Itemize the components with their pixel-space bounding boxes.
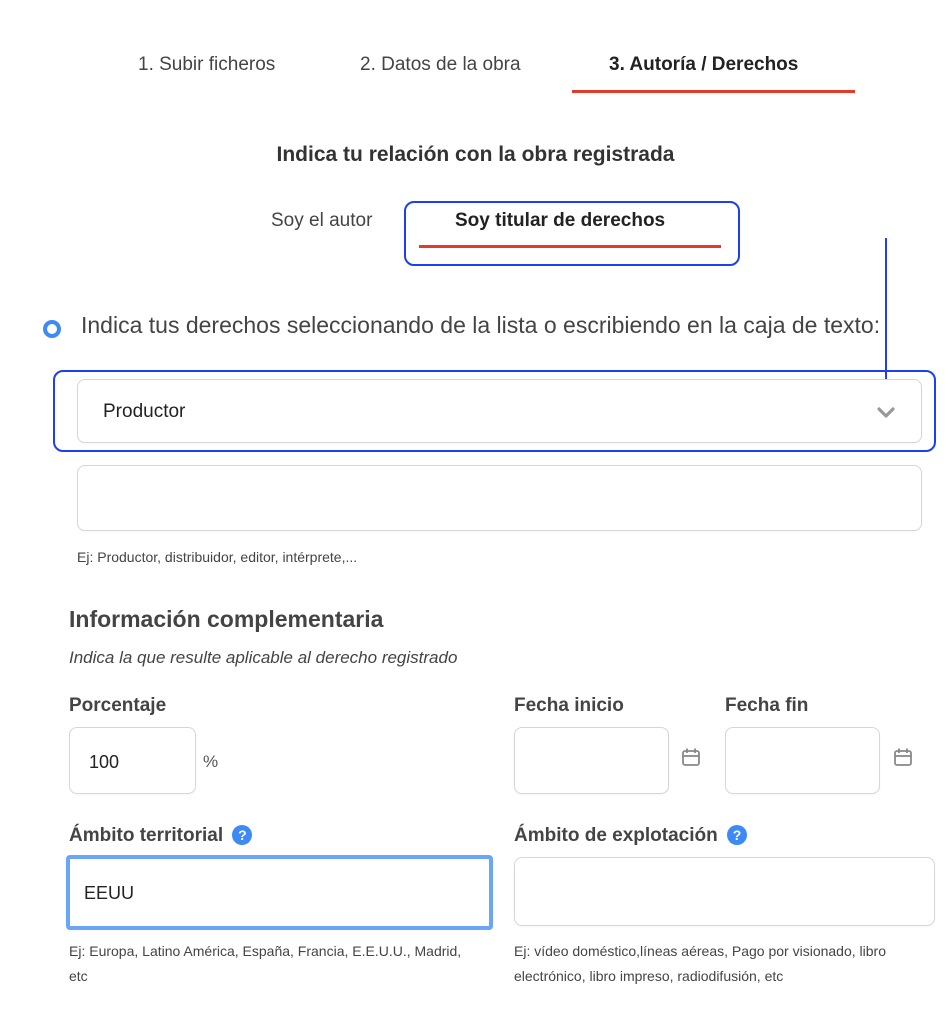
territory-hint: Ej: Europa, Latino América, España, Francia, E.E.U.U., Madrid, etc <box>69 943 462 984</box>
rights-select-value: Productor <box>103 401 186 422</box>
calendar-icon[interactable] <box>893 747 913 767</box>
percentage-value: 100 <box>89 752 120 772</box>
start-date-label: Fecha inicio <box>514 695 624 716</box>
territory-label <box>69 825 252 847</box>
percentage-label: Porcentaje <box>69 695 167 716</box>
step-tab-upload[interactable]: 1. Subir ficheros <box>138 54 276 75</box>
percentage-unit: % <box>203 752 219 771</box>
rights-text-input[interactable] <box>77 465 922 531</box>
chevron-down-icon <box>876 406 896 420</box>
exploitation-hint: Ej: vídeo doméstico,líneas aéreas, Pago por visionado, libro electrónico, libro impreso, radiodifusión, etc <box>514 943 886 984</box>
territory-label-text: Ámbito territorial <box>69 825 224 846</box>
required-dot-icon <box>43 320 61 338</box>
start-date-input[interactable] <box>514 727 669 794</box>
rights-prompt: Indica tus derechos seleccionando de la lista o escribiendo en la caja de texto: <box>81 312 881 338</box>
exploitation-label-text: Ámbito de explotación <box>514 825 718 846</box>
help-icon[interactable]: ? <box>727 825 747 845</box>
active-step-underline <box>572 90 855 93</box>
complementary-title: Información complementaria <box>69 606 384 632</box>
calendar-icon[interactable] <box>681 747 701 767</box>
end-date-input[interactable] <box>725 727 880 794</box>
rights-hint: Ej: Productor, distribuidor, editor, intérprete,... <box>77 549 358 565</box>
complementary-subtitle: Indica la que resulte aplicable al derecho registrado <box>69 648 458 667</box>
territory-value: EEUU <box>84 883 135 903</box>
territory-input[interactable] <box>66 855 493 930</box>
percentage-input[interactable] <box>69 727 196 794</box>
exploitation-input[interactable] <box>514 857 935 926</box>
tab-rights-holder[interactable]: Soy titular de derechos <box>455 210 666 231</box>
rights-select[interactable] <box>77 379 922 443</box>
section-title: Indica tu relación con la obra registrada <box>276 143 675 166</box>
rights-holder-underline <box>419 245 721 248</box>
end-date-label: Fecha fin <box>725 695 809 716</box>
exploitation-label <box>514 825 747 847</box>
step-tab-authorship[interactable]: 3. Autoría / Derechos <box>609 54 799 75</box>
tab-author[interactable]: Soy el autor <box>271 210 373 231</box>
step-tab-work-data[interactable]: 2. Datos de la obra <box>360 54 521 75</box>
help-icon[interactable]: ? <box>232 825 252 845</box>
